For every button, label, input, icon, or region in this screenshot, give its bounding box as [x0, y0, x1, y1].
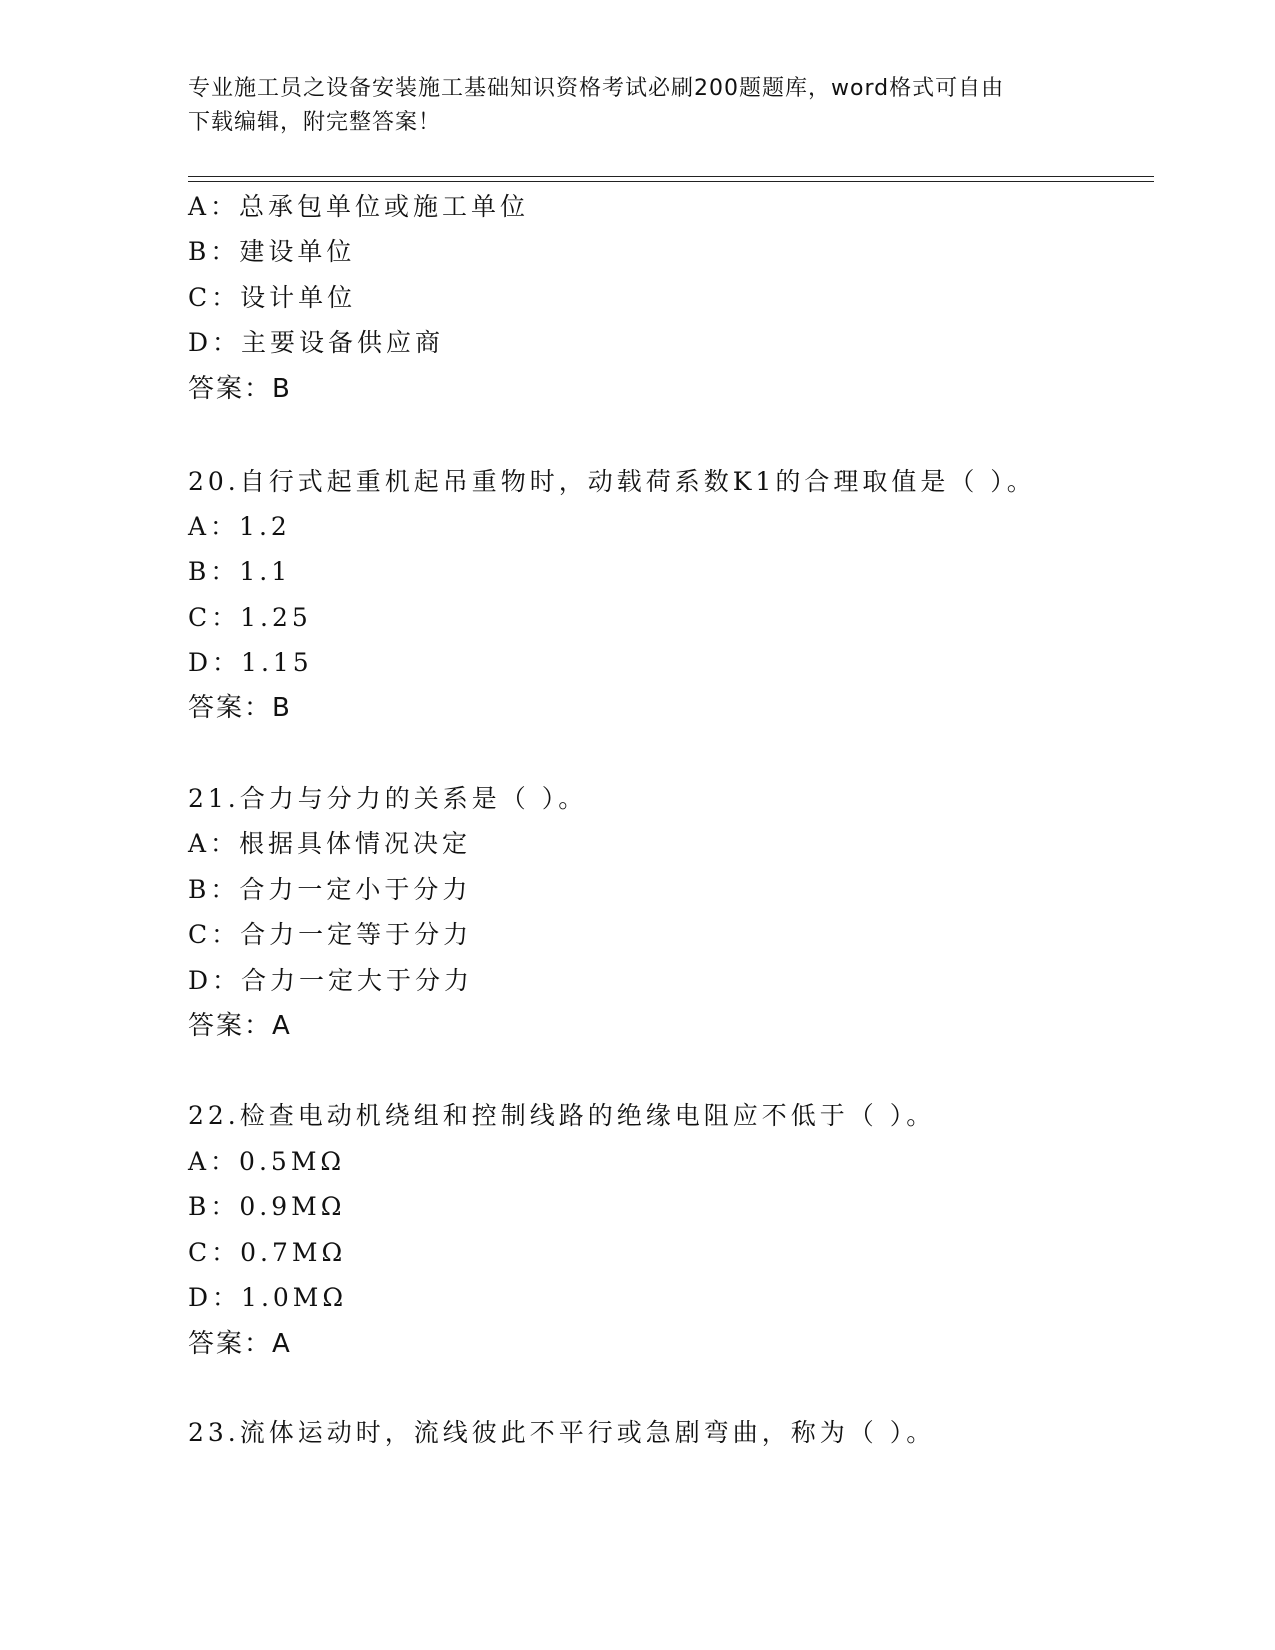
- q21-option-b: B：合力一定小于分力: [188, 875, 472, 904]
- q21-option-c: C：合力一定等于分力: [188, 920, 473, 949]
- q20-option-d: D：1.15: [188, 648, 313, 677]
- q20-option-b: B：1.1: [188, 557, 292, 586]
- q20-question: 20.自行式起重机起吊重物时，动载荷系数K1的合理取值是（ ）。: [188, 467, 1036, 496]
- q19-option-a: A：总承包单位或施工单位: [188, 192, 530, 221]
- q20-option-c: C：1.25: [188, 603, 312, 632]
- q22-option-d: D：1.0MΩ: [188, 1283, 348, 1312]
- q20-option-a: A：1.2: [188, 512, 291, 541]
- q22-option-b: B：0.9MΩ: [188, 1192, 346, 1221]
- q22-option-c: C：0.7MΩ: [188, 1238, 347, 1267]
- q19-option-b: B：建设单位: [188, 237, 356, 266]
- q21-answer: 答案：A: [188, 1011, 292, 1041]
- q22-answer: 答案：A: [188, 1329, 292, 1359]
- header-divider-top: [188, 176, 1154, 177]
- document-header: [188, 72, 1088, 140]
- q21-option-d: D：合力一定大于分力: [188, 966, 474, 995]
- q22-question: 22.检查电动机绕组和控制线路的绝缘电阻应不低于（ ）。: [188, 1101, 936, 1130]
- q21-question: 21.合力与分力的关系是（ ）。: [188, 784, 588, 813]
- q23-question: 23.流体运动时，流线彼此不平行或急剧弯曲，称为（ ）。: [188, 1418, 936, 1447]
- q21-option-a: A：根据具体情况决定: [188, 829, 472, 858]
- q22-option-a: A：0.5MΩ: [188, 1147, 346, 1176]
- header-divider-bottom: [188, 181, 1154, 182]
- q19-option-c: C：设计单位: [188, 283, 357, 312]
- header-line-1: 专业施工员之设备安装施工基础知识资格考试必刷200题题库，word格式可自由: [188, 76, 1005, 101]
- header-line-2: 下载编辑，附完整答案！: [188, 110, 442, 135]
- q19-option-d: D：主要设备供应商: [188, 328, 445, 357]
- q19-answer: 答案：B: [188, 374, 292, 404]
- q20-answer: 答案：B: [188, 693, 292, 723]
